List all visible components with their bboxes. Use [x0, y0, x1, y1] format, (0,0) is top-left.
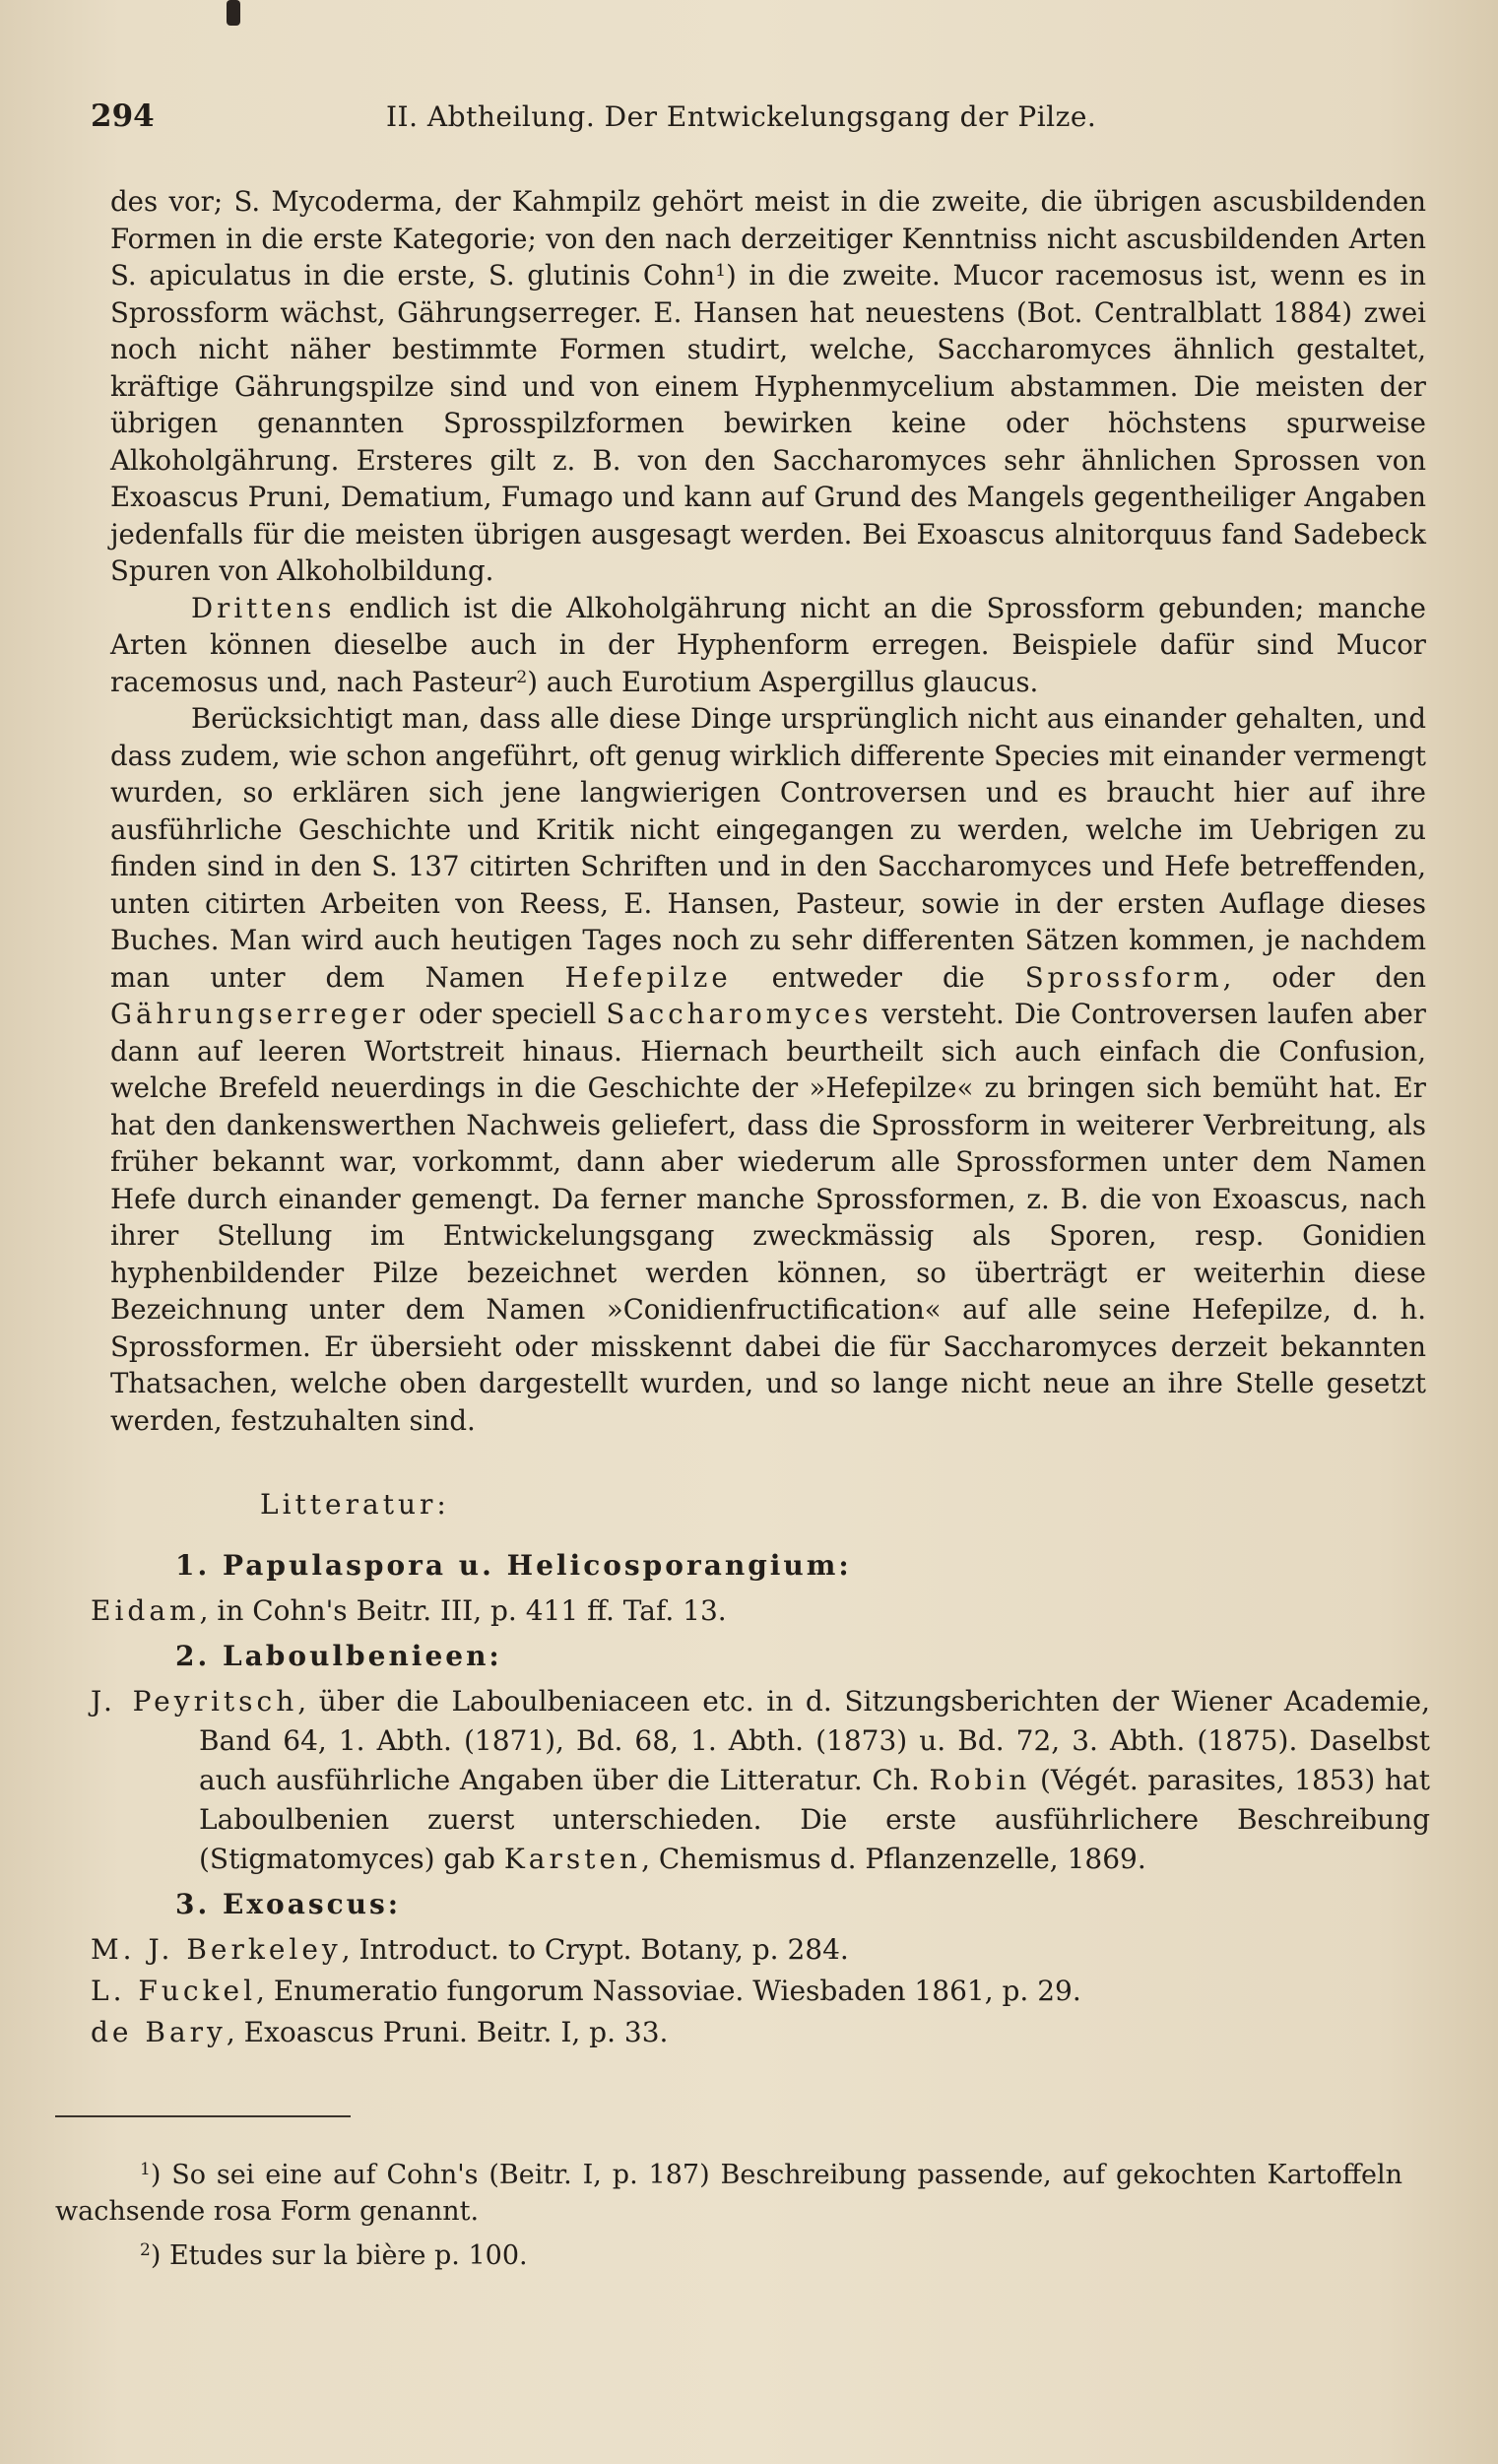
footnote-ref-2: 2 [516, 667, 528, 687]
paragraph-3 [110, 700, 1426, 1439]
term-saccharomyces: Saccharomyces [606, 998, 873, 1030]
page-number: 294 [91, 98, 155, 134]
literature-heading-3: 3. Exoascus: [175, 1888, 402, 1920]
reference: , Enumeratio fungorum Nassoviae. Wiesbaden 1861, p. 29. [256, 1975, 1081, 2007]
paragraph-2-lead: Drittens [191, 591, 336, 624]
paragraph-3-text-c: , oder den [1222, 960, 1426, 994]
footnote-mark: 1 [140, 2160, 151, 2179]
author: Karsten [503, 1843, 642, 1875]
footnote-1 [55, 2157, 1402, 2230]
page-header [91, 98, 1407, 142]
reference: , über die Laboulbeniaceen etc. in d. Sitzungsberichten der Wiener Academie, Band 64, 1. Abth. (1871), Bd. 68, 1. Abth. (1873) u. Bd. 72, 3. Abth. (1875). Daselbst auch ausführliche Angaben über die Litteratur. Ch. [199, 1685, 1430, 1796]
author: de Bary [91, 2016, 227, 2048]
term-gaehrungserreger: Gährungserreger [110, 998, 410, 1030]
footnote-rule [55, 2115, 351, 2117]
author: Eidam [91, 1594, 200, 1627]
author: J. Peyritsch [91, 1685, 298, 1718]
paragraph-1 [110, 183, 1426, 590]
footnote-2 [55, 2237, 1402, 2274]
literature-entry [91, 1972, 1430, 2011]
reference: , Chemismus d. Pflanzenzelle, 1869. [641, 1843, 1146, 1875]
footnote-text: ) So sei eine auf Cohn's (Beitr. I, p. 187) Beschreibung passende, auf gekochten Kartoffeln wachsende rosa Form genannt. [55, 2160, 1402, 2227]
literature-heading-2: 2. Laboulbenieen: [175, 1640, 502, 1672]
running-head: II. Abtheilung. Der Entwickelungsgang der Pilze. [386, 100, 1097, 133]
literature-entry [91, 1682, 1430, 1879]
paragraph-3-text-a: Berücksichtigt man, dass alle diese Dinge ursprünglich nicht aus einander gehalten, und dass zudem, wie schon angeführt, oft genug wirklich differente Species mit einander vermengt wurden, so erklären sich jene langwierigen Controversen und es braucht hier auf ihre ausführliche Geschichte und Kritik nicht eingegangen zu werden, welche im Uebrigen zu finden sind in den S. 137 citirten Schriften und in den Saccharomyces und Hefe betreffenden, unten citirten Arbeiten von Reess, E. Hansen, Pasteur, sowie in der ersten Auflage dieses Buches. Man wird auch heutigen Tages noch zu sehr differenten Sätzen kommen, je nachdem man unter dem Namen [110, 702, 1426, 994]
paragraph-2-text-cont: ) auch Eurotium Aspergillus glaucus. [527, 665, 1039, 698]
reference: (Végét. parasites, 1853) hat Laboulbenien zuerst unterschieden. Die erste ausführlichere Beschreibung (Stigmatomyces) gab [199, 1764, 1430, 1875]
paragraph-3-text-b: entweder die [731, 960, 1025, 994]
paragraph-1-text: des vor; S. Mycoderma, der Kahmpilz gehört meist in die zweite, die übrigen ascusbildenden Formen in die erste Kategorie; von den nach derzeitiger Kenntniss nicht ascusbildenden Arten S. apiculatus in die erste, S. glutinis Cohn [110, 185, 1426, 292]
literature-entry [91, 1591, 1430, 1631]
term-sprossform: Sprossform [1024, 960, 1223, 994]
paragraph-2-text: endlich ist die Alkoholgährung nicht an die Sprossform gebunden; manche Arten können dieselbe auch in der Hyphenform erregen. Beispiele dafür sind Mucor racemosus und, nach Pasteur [110, 591, 1426, 698]
author: Robin [929, 1764, 1031, 1796]
author: L. Fuckel [91, 1975, 257, 2007]
ink-blot [227, 0, 240, 26]
reference: , Introduct. to Crypt. Botany, p. 284. [341, 1933, 849, 1966]
term-hefepilze: Hefepilze [564, 960, 732, 994]
literature-title: Litteratur: [260, 1488, 450, 1521]
footnote-mark: 2 [140, 2240, 151, 2260]
paragraph-3-text-e: versteht. Die Controversen laufen aber dann auf leeren Wortstreit hinaus. Hiernach beurtheilt sich auch einfach die Confusion, welche Brefeld neuerdings in die Geschichte der »Hefepilze« zu bringen sich bemüht hat. Er hat den dankenswerthen Nachweis geliefert, dass die Sprossform in weiterer Verbreitung, als früher bekannt war, vorkommt, dann aber wiederum alle Sprossformen unter dem Namen Hefe durch einander gemengt. Da ferner manche Sprossformen, z. B. die von Exoascus, nach ihrer Stellung im Entwickelungsgang zweckmässig als Sporen, resp. Gonidien hyphenbildender Pilze bezeichnet werden können, so überträgt er weiterhin diese Bezeichnung unter dem Namen »Conidienfructification« auf alle seine Hefepilze, d. h. Sprossformen. Er übersieht oder misskennt dabei die für Saccharomyces derzeit bekannten Thatsachen, welche oben dargestellt wurden, und so lange nicht neue an ihre Stelle gesetzt werden, festzuhalten sind. [110, 998, 1427, 1437]
reference: , Exoascus Pruni. Beitr. I, p. 33. [226, 2016, 669, 2048]
footnote-text: ) Etudes sur la bière p. 100. [150, 2240, 528, 2271]
paragraph-2 [110, 590, 1426, 701]
paragraph-3-text-d: oder speciell [409, 998, 607, 1030]
literature-entry [91, 1930, 1430, 1970]
literature-entry [91, 2013, 1430, 2052]
literature-section [91, 1485, 1430, 2054]
body-text [110, 183, 1426, 1439]
footnotes [55, 2157, 1402, 2282]
literature-heading-1: 1. Papulaspora u. Helicosporangium: [175, 1549, 852, 1582]
footnote-ref-1: 1 [715, 261, 727, 281]
author: M. J. Berkeley [91, 1933, 342, 1966]
paragraph-1-text-cont: ) in die zweite. Mucor racemosus ist, wenn es in Sprossform wächst, Gährungserreger. E. Hansen hat neuestens (Bot. Centralblatt 1884) zwei noch nicht näher bestimmte Formen studirt, welche, Saccharomyces ähnlich gestaltet, kräftige Gährungspilze sind und von einem Hyphenmycelium abstammen. Die meisten der übrigen genannten Sprosspilzformen bewirken keine oder höchstens spurweise Alkoholgährung. Ersteres gilt z. B. von den Saccharomyces sehr ähnlichen Sprossen von Exoascus Pruni, Dematium, Fumago und kann auf Grund des Mangels gegentheiliger Angaben jedenfalls für die meisten übrigen ausgesagt werden. Bei Exoascus alnitorquus fand Sadebeck Spuren von Alkoholbildung. [110, 259, 1426, 587]
reference: , in Cohn's Beitr. III, p. 411 ff. Taf. 13. [199, 1594, 727, 1627]
